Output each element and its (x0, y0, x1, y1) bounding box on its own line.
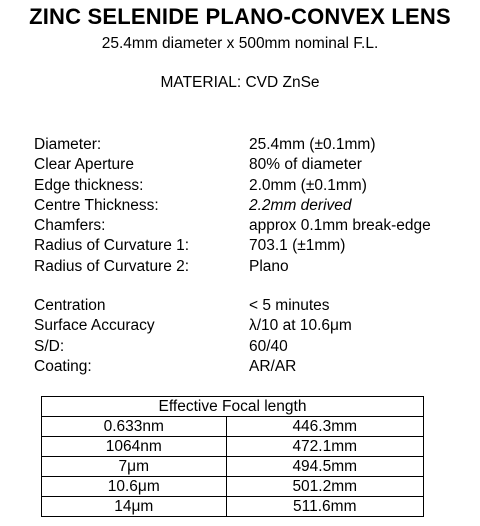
table-row (42, 497, 424, 517)
spec-label: Surface Accuracy (34, 317, 155, 335)
spec-row-diameter (34, 135, 474, 155)
spec-list (34, 135, 474, 277)
spec-row-centration (34, 296, 474, 316)
wavelength-cell: 14μm (42, 497, 227, 517)
spec-row-radius-1 (34, 236, 474, 256)
spec-row-radius-2 (34, 257, 474, 277)
spec-label: S/D: (34, 337, 65, 355)
spec-label: Diameter: (34, 136, 102, 153)
spec-value: 2.2mm derived (249, 196, 352, 214)
wavelength-cell: 7μm (42, 457, 227, 477)
table-header: Effective Focal length (42, 397, 424, 417)
wavelength-cell: 1064nm (42, 437, 227, 457)
table-row (42, 457, 424, 477)
table-row (42, 437, 424, 457)
table-row (42, 417, 424, 437)
spec-value: 2.0mm (±0.1mm) (249, 176, 367, 194)
focal-length-cell: 501.2mm (226, 477, 423, 497)
focal-length-cell: 472.1mm (226, 437, 423, 457)
spec-value: 703.1 (±1mm) (249, 237, 346, 255)
spec-row-sd (34, 337, 474, 357)
table-header-row (42, 397, 424, 417)
spec-row-chamfers (34, 216, 474, 236)
page-title: ZINC SELENIDE PLANO-CONVEX LENS (29, 4, 451, 29)
focal-length-cell: 494.5mm (226, 457, 423, 477)
spec-label: Centre Thickness: (34, 196, 159, 214)
spec-label: Chamfers: (34, 217, 106, 235)
spec-row-clear-aperture (34, 155, 474, 175)
spec-value: AR/AR (249, 357, 297, 375)
focal-length-cell: 511.6mm (226, 497, 423, 517)
focal-length-cell: 446.3mm (226, 417, 423, 437)
spec-value: 25.4mm (±0.1mm) (249, 136, 376, 153)
spec-value: Plano (249, 257, 289, 275)
spec-row-coating (34, 357, 474, 377)
spec-value: 80% of diameter (249, 156, 362, 174)
spec-label: Radius of Curvature 1: (34, 237, 190, 255)
spec-row-centre-thickness (34, 196, 474, 216)
spec-label: Centration (34, 297, 106, 314)
page-subtitle: 25.4mm diameter x 500mm nominal F.L. (101, 35, 379, 52)
spec-list-secondary (34, 296, 474, 377)
spec-label: Edge thickness: (34, 176, 144, 194)
spec-value: < 5 minutes (249, 297, 330, 314)
table-row (42, 477, 424, 497)
wavelength-cell: 0.633nm (42, 417, 227, 437)
spec-row-surface-accuracy (34, 316, 474, 336)
spec-value: λ/10 at 10.6μm (249, 317, 352, 335)
spec-label: Coating: (34, 357, 92, 375)
spec-row-edge-thickness (34, 176, 474, 196)
spec-label: Radius of Curvature 2: (34, 257, 190, 275)
focal-length-table (41, 396, 424, 517)
spec-value: 60/40 (249, 337, 288, 355)
wavelength-cell: 10.6μm (42, 477, 227, 497)
spec-label: Clear Aperture (34, 156, 134, 174)
spec-value: approx 0.1mm break-edge (249, 217, 431, 235)
material-line: MATERIAL: CVD ZnSe (160, 74, 320, 91)
